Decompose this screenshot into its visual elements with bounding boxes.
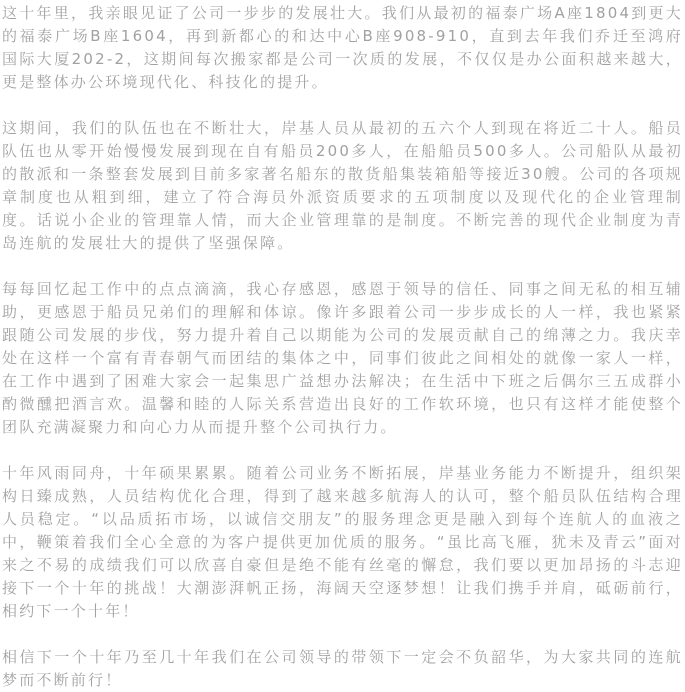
paragraph-office-growth: 这十年里，我亲眼见证了公司一步步的发展壮大。我们从最初的福泰广场A座1804到更大的福泰广场B座1604，再到新都心的和达中心B座908-910，直到去年我们乔迁至鸿府国际大厦202-2，这期间每次搬家都是公司一次质的发展，不仅仅是办公面积越来越大，更是整体办公环境现代化、科技化的提升。 bbox=[2, 4, 683, 91]
paragraph-gratitude: 每每回忆起工作中的点点滴滴，我心存感恩，感恩于领导的信任、同事之间无私的相互辅助，更感恩于船员兄弟们的理解和体谅。像许多跟着公司一步步成长的人一样，我也紧紧跟随公司发展的步伐，努力提升着自己以期能为公司的发展贡献自己的绵薄之力。我庆幸处在这样一个富有青春朝气而团结的集体之中，同事们彼此之间相处的就像一家人一样，在工作中遇到了困难大家会一起集思广益想办法解决；在生活中下班之后偶尔三五成群小酌微醺把酒言欢。温馨和睦的人际关系营造出良好的工作软环境，也只有这样才能使整个团队充满凝聚力和向心力从而提升整个公司执行力。 bbox=[2, 280, 683, 436]
paragraph-decade-achievements: 十年风雨同舟，十年硕果累累。随着公司业务不断拓展，岸基业务能力不断提升，组织架构日臻成熟，人员结构优化合理，得到了越来越多航海人的认可，整个船员队伍结构合理人员稳定。“以品质拓市场，以诚信交朋友”的服务理念更是融入到每个连航人的血液之中，鞭策着我们全心全意的为客户提供更加优质的服务。“虽比高飞雁，犹未及青云”面对来之不易的成绩我们可以欣喜自豪但是绝不能有丝毫的懈怠，我们要以更加昂扬的斗志迎接下一个十年的挑战！大潮澎湃帆正扬，海阔天空逐梦想！让我们携手并肩，砥砺前行，相约下一个十年！ bbox=[2, 464, 683, 620]
paragraph-closing-wish: 相信下一个十年乃至几十年我们在公司领导的带领下一定会不负韶华，为大家共同的连航梦而不断前行！ bbox=[2, 648, 683, 689]
paragraph-team-fleet-growth: 这期间，我们的队伍也在不断壮大，岸基人员从最初的五六个人到现在将近二十人。船员队伍也从零开始慢慢发展到现在自有船员200多人，在船船员500多人。公司船队从最初的散派和一条整套发展到目前多家著名船东的散货船集装箱船等接近30艘。公司的各项规章制度也从粗到细，建立了符合海员外派资质要求的五项制度以及现代化的企业管理制度。话说小企业的管理靠人情，而大企业管理靠的是制度。不断完善的现代企业制度为青岛连航的发展壮大的提供了坚强保障。 bbox=[2, 119, 683, 252]
